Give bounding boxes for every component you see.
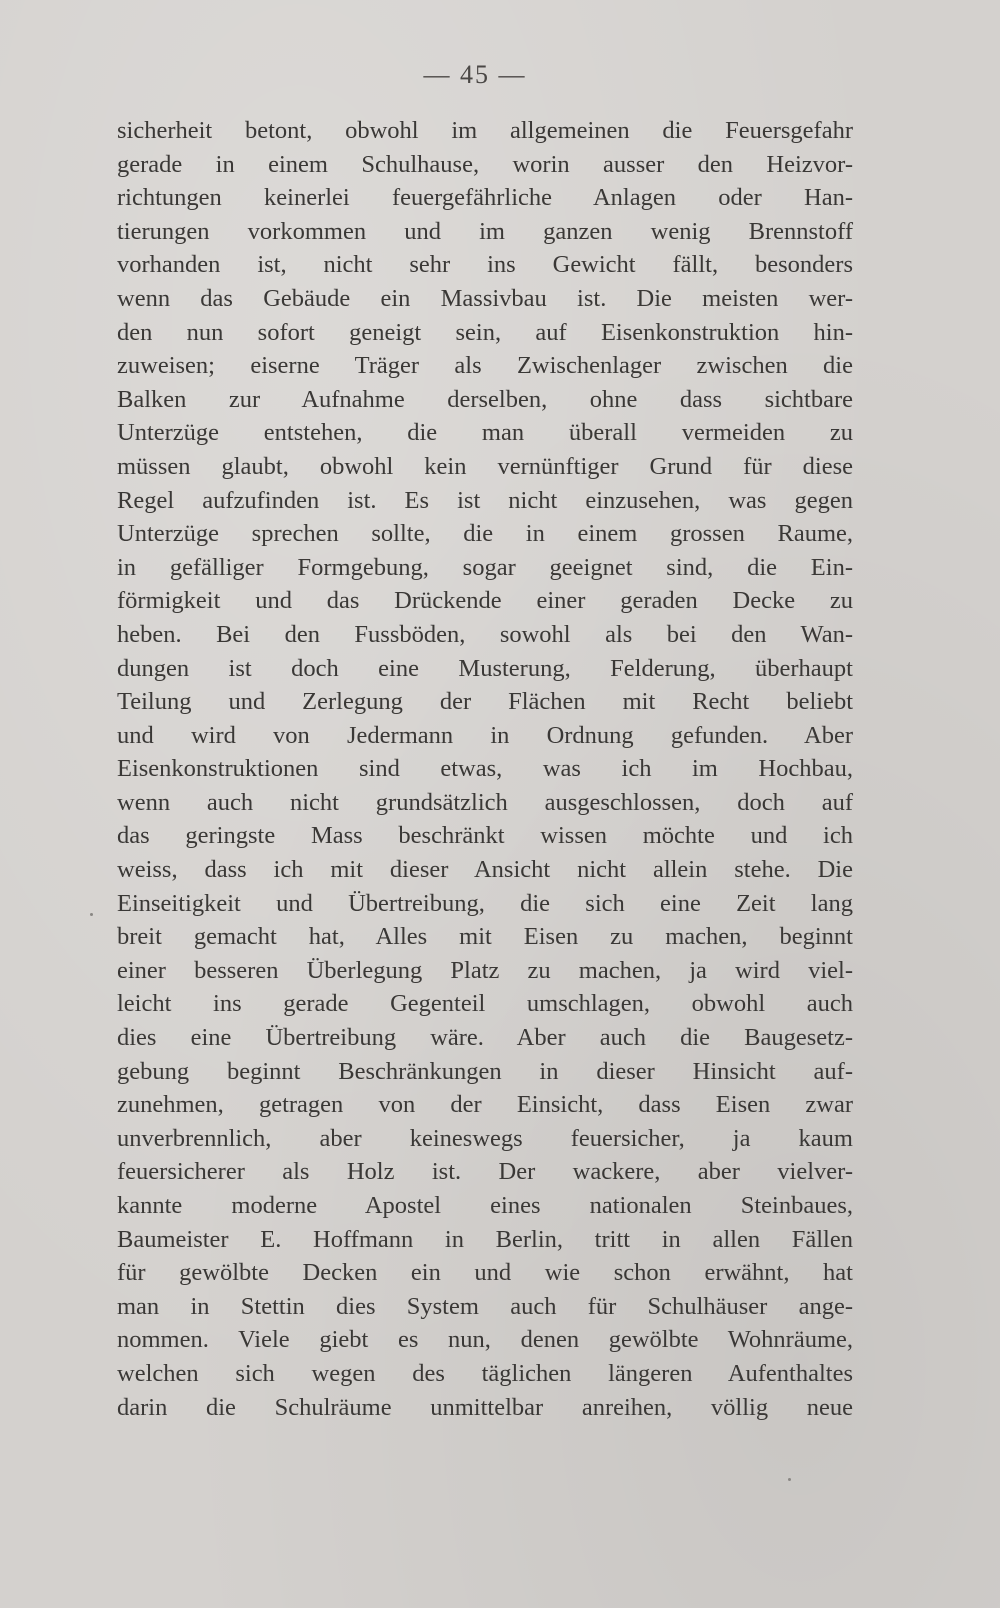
text-line: Teilung und Zerlegung der Flächen mit Recht beliebt: [117, 688, 853, 716]
text-line: Einseitigkeit und Übertreibung, die sich eine Zeit lang: [117, 889, 853, 917]
text-line: dungen ist doch eine Musterung, Felderung, überhaupt: [117, 654, 853, 682]
text-line: breit gemacht hat, Alles mit Eisen zu machen, beginnt: [117, 923, 853, 951]
text-line: vorhanden ist, nicht sehr ins Gewicht fällt, besonders: [117, 251, 853, 279]
text-line: für gewölbte Decken ein und wie schon erwähnt, hat: [117, 1259, 853, 1287]
text-line: wenn das Gebäude ein Massivbau ist. Die meisten wer-: [117, 284, 853, 312]
text-line: gerade in einem Schulhause, worin ausser den Heizvor-: [117, 150, 853, 178]
text-line: heben. Bei den Fussböden, sowohl als bei den Wan-: [117, 620, 853, 648]
text-line: Eisenkonstruktionen sind etwas, was ich im Hochbau,: [117, 755, 853, 783]
text-line: man in Stettin dies System auch für Schulhäuser ange-: [117, 1292, 853, 1320]
text-line: weiss, dass ich mit dieser Ansicht nicht allein stehe. Die: [117, 856, 853, 884]
text-line: einer besseren Überlegung Platz zu machen, ja wird viel-: [117, 956, 853, 984]
text-line: kannte moderne Apostel eines nationalen Steinbaues,: [117, 1192, 853, 1219]
text-line: sicherheit betont, obwohl im allgemeinen die Feuersgefahr: [117, 117, 853, 144]
text-line: feuersicherer als Holz ist. Der wackere, aber vielver-: [117, 1158, 853, 1186]
text-line: gebung beginnt Beschränkungen in dieser Hinsicht auf-: [117, 1057, 853, 1085]
text-line: nommen. Viele giebt es nun, denen gewölbte Wohnräume,: [117, 1326, 853, 1354]
text-line: unverbrennlich, aber keineswegs feuersicher, ja kaum: [117, 1124, 853, 1152]
text-line: Unterzüge sprechen sollte, die in einem grossen Raume,: [117, 520, 853, 548]
text-line: und wird von Jedermann in Ordnung gefunden. Aber: [117, 721, 853, 749]
text-line: zuweisen; eiserne Träger als Zwischenlager zwischen die: [117, 352, 853, 380]
text-line: den nun sofort geneigt sein, auf Eisenkonstruktion hin-: [117, 318, 853, 346]
paper-speck: [90, 913, 93, 916]
text-line: müssen glaubt, obwohl kein vernünftiger Grund für diese: [117, 452, 853, 480]
text-line: in gefälliger Formgebung, sogar geeignet sind, die Ein-: [117, 553, 853, 581]
text-line: Regel aufzufinden ist. Es ist nicht einzusehen, was gegen: [117, 486, 853, 514]
text-line: dies eine Übertreibung wäre. Aber auch die Baugesetz-: [117, 1024, 853, 1052]
text-line: richtungen keinerlei feuergefährliche Anlagen oder Han-: [117, 184, 853, 212]
text-line: förmigkeit und das Drückende einer geraden Decke zu: [117, 587, 853, 615]
page-number: — 45 —: [423, 60, 527, 89]
text-line: Balken zur Aufnahme derselben, ohne dass sichtbare: [117, 385, 853, 413]
text-line: welchen sich wegen des täglichen längeren Aufenthaltes: [117, 1359, 853, 1387]
text-line: leicht ins gerade Gegenteil umschlagen, obwohl auch: [117, 990, 853, 1018]
paper-speck: [788, 1478, 791, 1481]
text-line: das geringste Mass beschränkt wissen möchte und ich: [117, 822, 853, 850]
text-line: Baumeister E. Hoffmann in Berlin, tritt in allen Fällen: [117, 1225, 853, 1253]
text-line: darin die Schulräume unmittelbar anreihen, völlig neue: [117, 1393, 853, 1421]
text-line: Unterzüge entstehen, die man überall vermeiden zu: [117, 419, 853, 447]
text-line: wenn auch nicht grundsätzlich ausgeschlossen, doch auf: [117, 788, 853, 816]
text-line: zunehmen, getragen von der Einsicht, dass Eisen zwar: [117, 1091, 853, 1119]
text-line: tierungen vorkommen und im ganzen wenig Brennstoff: [117, 217, 853, 245]
body-text: [117, 114, 853, 1424]
